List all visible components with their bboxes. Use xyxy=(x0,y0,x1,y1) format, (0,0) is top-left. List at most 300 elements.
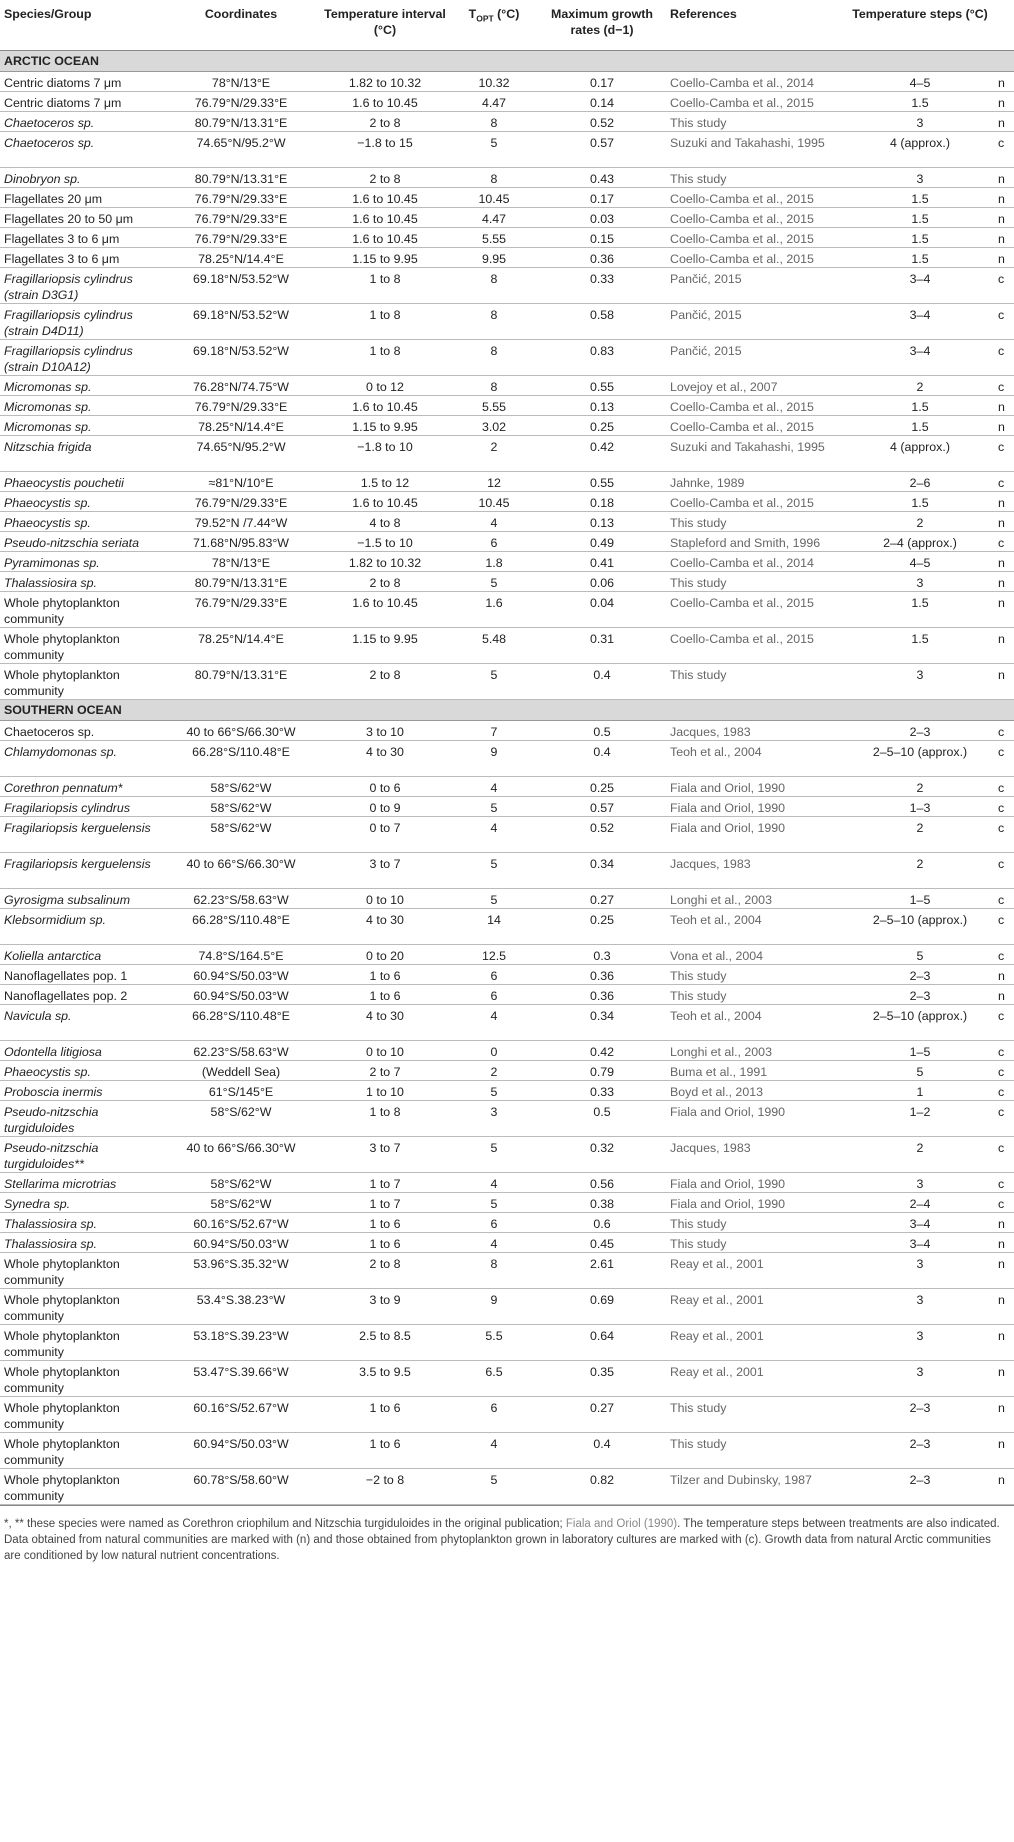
cell-growth-rate: 0.32 xyxy=(589,1140,615,1155)
cell-temperature-steps: 1–2 xyxy=(909,1104,931,1119)
cell-temperature-interval: −2 to 8 xyxy=(365,1472,405,1487)
table-row xyxy=(0,796,1014,816)
cell-source: n xyxy=(998,1216,1005,1231)
cell-temperature-steps: 3–4 xyxy=(909,1216,931,1231)
cell-temperature-steps: 2 xyxy=(916,379,924,394)
cell-species: Micromonas sp. xyxy=(4,419,92,434)
cell-temperature-interval: 0 to 7 xyxy=(369,820,401,835)
header-temperature-steps: Temperature steps (°C) xyxy=(852,7,988,21)
cell-reference: Teoh et al., 2004 xyxy=(670,912,762,927)
cell-reference: This study xyxy=(670,171,727,186)
cell-growth-rate: 0.42 xyxy=(589,1044,615,1059)
cell-source: c xyxy=(998,307,1005,322)
cell-source: c xyxy=(998,439,1005,454)
cell-species: Chaetoceros sp. xyxy=(4,724,95,739)
cell-topt: 10.45 xyxy=(478,495,510,510)
table-row xyxy=(0,852,1014,888)
cell-growth-rate: 0.27 xyxy=(589,1400,615,1415)
cell-temperature-interval: 1 to 10 xyxy=(366,1084,404,1099)
cell-temperature-steps: 5 xyxy=(916,1064,924,1079)
header-temperature-interval: Temperature interval (°C) xyxy=(324,7,446,37)
cell-temperature-steps: 2 xyxy=(916,515,924,530)
cell-temperature-interval: 1.5 to 12 xyxy=(360,475,410,490)
cell-species: Proboscia inermis xyxy=(4,1084,103,1099)
cell-topt: 8 xyxy=(490,271,498,286)
cell-coordinates: 80.79°N/13.31°E xyxy=(194,171,288,186)
cell-growth-rate: 0.27 xyxy=(589,892,615,907)
cell-species: Navicula sp. xyxy=(4,1008,72,1023)
cell-temperature-steps: 1.5 xyxy=(911,191,929,206)
cell-source: c xyxy=(998,379,1005,394)
cell-source: c xyxy=(998,1196,1005,1211)
cell-growth-rate: 0.25 xyxy=(589,419,615,434)
table-row xyxy=(0,303,1014,339)
cell-temperature-interval: 0 to 20 xyxy=(366,948,404,963)
cell-growth-rate: 0.52 xyxy=(589,115,615,130)
cell-growth-rate: 0.5 xyxy=(593,724,611,739)
table-row xyxy=(0,207,1014,227)
table-row xyxy=(0,1360,1014,1396)
cell-topt: 4 xyxy=(490,1008,498,1023)
table-row xyxy=(0,944,1014,964)
cell-growth-rate: 0.18 xyxy=(589,495,615,510)
cell-source: c xyxy=(998,800,1005,815)
footnote-part1: *, ** these species were named as Corethron criophilum and Nitzschia turgiduloides in the original publication; xyxy=(4,1517,566,1530)
table-row xyxy=(0,1324,1014,1360)
cell-source: n xyxy=(998,75,1005,90)
cell-temperature-interval: 1 to 6 xyxy=(369,1436,401,1451)
cell-temperature-interval: 1.6 to 10.45 xyxy=(352,191,418,206)
table-row xyxy=(0,111,1014,131)
cell-topt: 6 xyxy=(490,1400,498,1415)
cell-source: c xyxy=(998,135,1005,150)
cell-reference: Fiala and Oriol, 1990 xyxy=(670,780,786,795)
header-topt-sub: OPT xyxy=(476,13,494,24)
cell-coordinates: 78°N/13°E xyxy=(211,555,271,570)
cell-coordinates: 80.79°N/13.31°E xyxy=(194,575,288,590)
cell-temperature-steps: 2 xyxy=(916,780,924,795)
cell-source: n xyxy=(998,667,1005,682)
cell-species: Fragillariopsis cylindrus (strain D4D11) xyxy=(4,307,133,338)
cell-coordinates: 78.25°N/14.4°E xyxy=(198,251,284,266)
cell-temperature-interval: −1.5 to 10 xyxy=(357,535,413,550)
cell-reference: Buma et al., 1991 xyxy=(670,1064,768,1079)
cell-species: Whole phytoplankton community xyxy=(4,595,120,626)
cell-species: Whole phytoplankton community xyxy=(4,1364,120,1395)
cell-growth-rate: 0.13 xyxy=(589,515,615,530)
cell-growth-rate: 0.3 xyxy=(593,948,611,963)
cell-source: n xyxy=(998,1400,1005,1415)
cell-temperature-interval: 1 to 7 xyxy=(369,1176,401,1191)
cell-species: Thalassiosira sp. xyxy=(4,575,97,590)
cell-reference: Coello-Camba et al., 2015 xyxy=(670,399,814,414)
cell-topt: 4 xyxy=(490,780,498,795)
cell-reference: This study xyxy=(670,1236,727,1251)
cell-coordinates: 61°S/145°E xyxy=(208,1084,274,1099)
cell-species: Whole phytoplankton community xyxy=(4,1472,120,1503)
cell-temperature-steps: 3–4 xyxy=(909,307,931,322)
cell-species: Pseudo-nitzschia seriata xyxy=(4,535,139,550)
cell-species: Whole phytoplankton community xyxy=(4,1400,120,1431)
cell-reference: Coello-Camba et al., 2015 xyxy=(670,231,814,246)
footnote-ref: Fiala and Oriol (1990) xyxy=(565,1517,678,1530)
table-row xyxy=(0,1060,1014,1080)
cell-source: n xyxy=(998,595,1005,610)
table-row xyxy=(0,740,1014,776)
cell-temperature-steps: 3–4 xyxy=(909,1236,931,1251)
cell-temperature-steps: 1.5 xyxy=(911,595,929,610)
header-topt-unit: (°C) xyxy=(493,7,520,21)
cell-reference: Coello-Camba et al., 2015 xyxy=(670,495,814,510)
cell-temperature-interval: 1.82 to 10.32 xyxy=(348,555,422,570)
cell-species: Synedra sp. xyxy=(4,1196,71,1211)
cell-source: c xyxy=(998,948,1005,963)
cell-reference: This study xyxy=(670,1400,727,1415)
cell-coordinates: 71.68°N/95.83°W xyxy=(192,535,289,550)
cell-topt: 4.47 xyxy=(481,211,507,226)
cell-temperature-steps: 2–4 (approx.) xyxy=(883,535,957,550)
cell-temperature-interval: −1.8 to 15 xyxy=(357,135,413,150)
cell-temperature-interval: 2 to 8 xyxy=(369,575,401,590)
cell-topt: 12 xyxy=(487,475,501,490)
cell-growth-rate: 0.33 xyxy=(589,271,615,286)
cell-topt: 2 xyxy=(490,1064,498,1079)
header-coordinates: Coordinates xyxy=(204,7,278,21)
cell-reference: Boyd et al., 2013 xyxy=(670,1084,763,1099)
cell-source: c xyxy=(998,856,1005,871)
cell-source: n xyxy=(998,251,1005,266)
section-header-row xyxy=(0,50,1014,71)
cell-topt: 4 xyxy=(490,1436,498,1451)
cell-growth-rate: 2.61 xyxy=(589,1256,615,1271)
cell-species: Whole phytoplankton community xyxy=(4,1256,120,1287)
cell-growth-rate: 0.55 xyxy=(589,379,615,394)
cell-temperature-interval: 1.6 to 10.45 xyxy=(352,595,418,610)
cell-species: Phaeocystis sp. xyxy=(4,515,91,530)
cell-temperature-steps: 4 (approx.) xyxy=(890,135,950,150)
cell-reference: This study xyxy=(670,1436,727,1451)
cell-reference: Suzuki and Takahashi, 1995 xyxy=(670,439,825,454)
cell-temperature-steps: 5 xyxy=(916,948,924,963)
cell-temperature-interval: 1.82 to 10.32 xyxy=(348,75,422,90)
cell-species: Chaetoceros sp. xyxy=(4,135,95,150)
table-row xyxy=(0,375,1014,395)
cell-reference: Jacques, 1983 xyxy=(670,856,751,871)
cell-topt: 1.8 xyxy=(485,555,503,570)
cell-coordinates: 53.96°S.35.32°W xyxy=(193,1256,289,1271)
cell-temperature-interval: 2.5 to 8.5 xyxy=(359,1328,411,1343)
table-row xyxy=(0,471,1014,491)
cell-species: Gyrosigma subsalinum xyxy=(4,892,131,907)
cell-source: n xyxy=(998,575,1005,590)
cell-growth-rate: 0.43 xyxy=(589,171,615,186)
table-row xyxy=(0,167,1014,187)
cell-topt: 9 xyxy=(490,1292,498,1307)
cell-topt: 5 xyxy=(490,575,498,590)
cell-temperature-steps: 3 xyxy=(916,115,924,130)
cell-topt: 5 xyxy=(490,856,498,871)
cell-coordinates: 66.28°S/110.48°E xyxy=(192,744,290,759)
cell-growth-rate: 0.38 xyxy=(589,1196,615,1211)
cell-temperature-steps: 2–5–10 (approx.) xyxy=(872,1008,968,1023)
cell-topt: 8 xyxy=(490,379,498,394)
cell-species: Fragilariopsis kerguelensis xyxy=(4,856,151,871)
cell-temperature-steps: 3 xyxy=(916,667,924,682)
cell-species: Pseudo-nitzschia turgiduloides xyxy=(4,1104,99,1135)
cell-topt: 5 xyxy=(490,1196,498,1211)
cell-temperature-interval: 1 to 8 xyxy=(369,1104,401,1119)
cell-growth-rate: 0.83 xyxy=(589,343,615,358)
cell-species: Chlamydomonas sp. xyxy=(4,744,117,759)
cell-topt: 10.32 xyxy=(478,75,510,90)
cell-temperature-interval: 0 to 12 xyxy=(366,379,404,394)
cell-coordinates: 58°S/62°W xyxy=(210,1104,272,1119)
cell-source: c xyxy=(998,1104,1005,1119)
cell-topt: 0 xyxy=(490,1044,498,1059)
cell-temperature-steps: 2–5–10 (approx.) xyxy=(872,912,968,927)
cell-reference: Fiala and Oriol, 1990 xyxy=(670,820,786,835)
cell-temperature-steps: 3 xyxy=(916,171,924,186)
cell-temperature-steps: 4 (approx.) xyxy=(890,439,950,454)
cell-source: n xyxy=(998,988,1005,1003)
cell-temperature-steps: 2 xyxy=(916,856,924,871)
cell-reference: Stapleford and Smith, 1996 xyxy=(670,535,821,550)
cell-coordinates: 78.25°N/14.4°E xyxy=(198,419,284,434)
cell-coordinates: 58°S/62°W xyxy=(210,1196,272,1211)
table-row xyxy=(0,776,1014,796)
cell-growth-rate: 0.56 xyxy=(589,1176,615,1191)
cell-species: Fragillariopsis cylindrus (strain D3G1) xyxy=(4,271,133,302)
cell-species: Thalassiosira sp. xyxy=(4,1236,97,1251)
cell-temperature-interval: 1 to 6 xyxy=(369,1236,401,1251)
cell-growth-rate: 0.36 xyxy=(589,251,615,266)
cell-growth-rate: 0.52 xyxy=(589,820,615,835)
header-species: Species/Group xyxy=(4,7,92,21)
table-footnote xyxy=(0,1505,1014,1564)
cell-coordinates: 60.16°S/52.67°W xyxy=(193,1216,289,1231)
cell-species: Corethron pennatum* xyxy=(4,780,123,795)
table-row xyxy=(0,91,1014,111)
cell-topt: 6 xyxy=(490,968,498,983)
cell-topt: 5.55 xyxy=(481,399,507,414)
cell-source: n xyxy=(998,555,1005,570)
header-row xyxy=(0,0,1014,50)
cell-topt: 5.5 xyxy=(485,1328,503,1343)
cell-growth-rate: 0.33 xyxy=(589,1084,615,1099)
cell-reference: This study xyxy=(670,115,727,130)
cell-topt: 4.47 xyxy=(481,95,507,110)
cell-species: Klebsormidium sp. xyxy=(4,912,106,927)
cell-temperature-interval: 4 to 8 xyxy=(369,515,401,530)
cell-source: n xyxy=(998,495,1005,510)
table-row xyxy=(0,1468,1014,1504)
cell-reference: Longhi et al., 2003 xyxy=(670,892,772,907)
cell-species: Flagellates 20 μm xyxy=(4,191,103,206)
cell-source: n xyxy=(998,1256,1005,1271)
cell-temperature-interval: 2 to 7 xyxy=(369,1064,401,1079)
cell-temperature-steps: 2–3 xyxy=(909,1400,931,1415)
cell-temperature-interval: 3 to 9 xyxy=(369,1292,401,1307)
cell-reference: Coello-Camba et al., 2015 xyxy=(670,251,814,266)
cell-reference: Lovejoy et al., 2007 xyxy=(670,379,778,394)
cell-temperature-steps: 1.5 xyxy=(911,95,929,110)
cell-reference: Jacques, 1983 xyxy=(670,1140,751,1155)
cell-coordinates: 80.79°N/13.31°E xyxy=(194,115,288,130)
table-row xyxy=(0,227,1014,247)
cell-source: c xyxy=(998,1084,1005,1099)
cell-source: c xyxy=(998,1044,1005,1059)
table-row xyxy=(0,247,1014,267)
cell-growth-rate: 0.25 xyxy=(589,780,615,795)
cell-temperature-steps: 1 xyxy=(916,1084,924,1099)
cell-reference: Vona et al., 2004 xyxy=(670,948,764,963)
cell-topt: 9.95 xyxy=(481,251,507,266)
cell-species: Pseudo-nitzschia turgiduloides** xyxy=(4,1140,99,1171)
cell-species: Dinobryon sp. xyxy=(4,171,81,186)
cell-temperature-interval: 4 to 30 xyxy=(366,744,404,759)
cell-temperature-steps: 3–4 xyxy=(909,343,931,358)
cell-temperature-interval: 4 to 30 xyxy=(366,912,404,927)
cell-reference: This study xyxy=(670,667,727,682)
cell-topt: 6 xyxy=(490,535,498,550)
cell-species: Whole phytoplankton community xyxy=(4,1436,120,1467)
table-row xyxy=(0,267,1014,303)
cell-temperature-steps: 1–3 xyxy=(909,800,931,815)
cell-temperature-steps: 2 xyxy=(916,1140,924,1155)
cell-species: Micromonas sp. xyxy=(4,379,92,394)
cell-coordinates: 76.79°N/29.33°E xyxy=(194,191,288,206)
cell-topt: 5 xyxy=(490,1472,498,1487)
table-row xyxy=(0,1100,1014,1136)
cell-source: n xyxy=(998,191,1005,206)
cell-growth-rate: 0.42 xyxy=(589,439,615,454)
table-row xyxy=(0,491,1014,511)
cell-growth-rate: 0.34 xyxy=(589,1008,615,1023)
cell-species: Whole phytoplankton community xyxy=(4,667,120,698)
cell-reference: Jacques, 1983 xyxy=(670,724,751,739)
cell-temperature-interval: 2 to 8 xyxy=(369,171,401,186)
cell-coordinates: 76.79°N/29.33°E xyxy=(194,399,288,414)
cell-temperature-interval: 1 to 6 xyxy=(369,1216,401,1231)
table-row xyxy=(0,395,1014,415)
cell-temperature-interval: 3 to 7 xyxy=(369,856,401,871)
cell-coordinates: 74.65°N/95.2°W xyxy=(196,439,286,454)
cell-coordinates: 66.28°S/110.48°E xyxy=(192,912,290,927)
cell-coordinates: 76.79°N/29.33°E xyxy=(194,95,288,110)
cell-species: Stellarima microtrias xyxy=(4,1176,117,1191)
table-row xyxy=(0,663,1014,699)
cell-coordinates: 60.94°S/50.03°W xyxy=(193,968,289,983)
cell-source: c xyxy=(998,1008,1005,1023)
cell-topt: 2 xyxy=(490,439,498,454)
cell-temperature-steps: 1.5 xyxy=(911,399,929,414)
cell-growth-rate: 0.6 xyxy=(593,1216,611,1231)
cell-coordinates: 62.23°S/58.63°W xyxy=(193,1044,289,1059)
cell-temperature-steps: 3 xyxy=(916,575,924,590)
table-row xyxy=(0,415,1014,435)
cell-reference: Reay et al., 2001 xyxy=(670,1328,764,1343)
cell-source: n xyxy=(998,515,1005,530)
cell-growth-rate: 0.04 xyxy=(589,595,615,610)
cell-growth-rate: 0.49 xyxy=(589,535,615,550)
cell-temperature-steps: 2–3 xyxy=(909,968,931,983)
cell-temperature-interval: 1 to 6 xyxy=(369,988,401,1003)
cell-coordinates: 76.79°N/29.33°E xyxy=(194,231,288,246)
cell-temperature-interval: 1 to 6 xyxy=(369,1400,401,1415)
cell-growth-rate: 0.15 xyxy=(589,231,615,246)
cell-source: c xyxy=(998,1064,1005,1079)
cell-species: Centric diatoms 7 μm xyxy=(4,95,122,110)
cell-temperature-interval: 1.15 to 9.95 xyxy=(352,251,418,266)
table-row xyxy=(0,888,1014,908)
cell-coordinates: 53.4°S.38.23°W xyxy=(196,1292,286,1307)
cell-temperature-interval: 1 to 8 xyxy=(369,307,401,322)
cell-temperature-steps: 1.5 xyxy=(911,231,929,246)
table-row xyxy=(0,1232,1014,1252)
cell-temperature-steps: 2–3 xyxy=(909,1436,931,1451)
cell-source: n xyxy=(998,631,1005,646)
cell-source: n xyxy=(998,399,1005,414)
cell-temperature-steps: 3 xyxy=(916,1256,924,1271)
cell-coordinates: 60.94°S/50.03°W xyxy=(193,1436,289,1451)
cell-source: c xyxy=(998,820,1005,835)
table-row xyxy=(0,531,1014,551)
table-row xyxy=(0,571,1014,591)
cell-topt: 5 xyxy=(490,1084,498,1099)
cell-source: n xyxy=(998,171,1005,186)
cell-growth-rate: 0.57 xyxy=(589,800,615,815)
cell-reference: Tilzer and Dubinsky, 1987 xyxy=(670,1472,812,1487)
cell-topt: 6.5 xyxy=(485,1364,503,1379)
cell-coordinates: 78.25°N/14.4°E xyxy=(198,631,284,646)
cell-reference: Coello-Camba et al., 2015 xyxy=(670,595,814,610)
cell-temperature-steps: 3 xyxy=(916,1364,924,1379)
cell-temperature-steps: 1.5 xyxy=(911,251,929,266)
cell-reference: Pančić, 2015 xyxy=(670,343,742,358)
table-row xyxy=(0,1192,1014,1212)
cell-temperature-interval: 2 to 8 xyxy=(369,115,401,130)
cell-temperature-steps: 1.5 xyxy=(911,631,929,646)
cell-reference: Reay et al., 2001 xyxy=(670,1364,764,1379)
table-row xyxy=(0,435,1014,471)
cell-source: n xyxy=(998,968,1005,983)
cell-reference: This study xyxy=(670,515,727,530)
cell-coordinates: 76.79°N/29.33°E xyxy=(194,495,288,510)
cell-temperature-interval: 1.15 to 9.95 xyxy=(352,631,418,646)
cell-topt: 5.48 xyxy=(481,631,507,646)
cell-source: c xyxy=(998,912,1005,927)
cell-temperature-interval: 1.6 to 10.45 xyxy=(352,95,418,110)
cell-reference: Teoh et al., 2004 xyxy=(670,744,762,759)
cell-species: Whole phytoplankton community xyxy=(4,1292,120,1323)
cell-temperature-steps: 2–3 xyxy=(909,1472,931,1487)
cell-species: Koliella antarctica xyxy=(4,948,102,963)
table-row xyxy=(0,720,1014,740)
cell-topt: 4 xyxy=(490,1176,498,1191)
cell-source: c xyxy=(998,1140,1005,1155)
cell-topt: 7 xyxy=(490,724,498,739)
cell-reference: Fiala and Oriol, 1990 xyxy=(670,1176,786,1191)
cell-topt: 5 xyxy=(490,135,498,150)
cell-temperature-steps: 2–6 xyxy=(909,475,931,490)
cell-coordinates: 76.28°N/74.75°W xyxy=(192,379,289,394)
cell-reference: Pančić, 2015 xyxy=(670,271,742,286)
cell-species: Phaeocystis sp. xyxy=(4,495,91,510)
cell-source: n xyxy=(998,1236,1005,1251)
cell-temperature-interval: 1.6 to 10.45 xyxy=(352,399,418,414)
cell-reference: Coello-Camba et al., 2014 xyxy=(670,75,814,90)
cell-source: c xyxy=(998,724,1005,739)
